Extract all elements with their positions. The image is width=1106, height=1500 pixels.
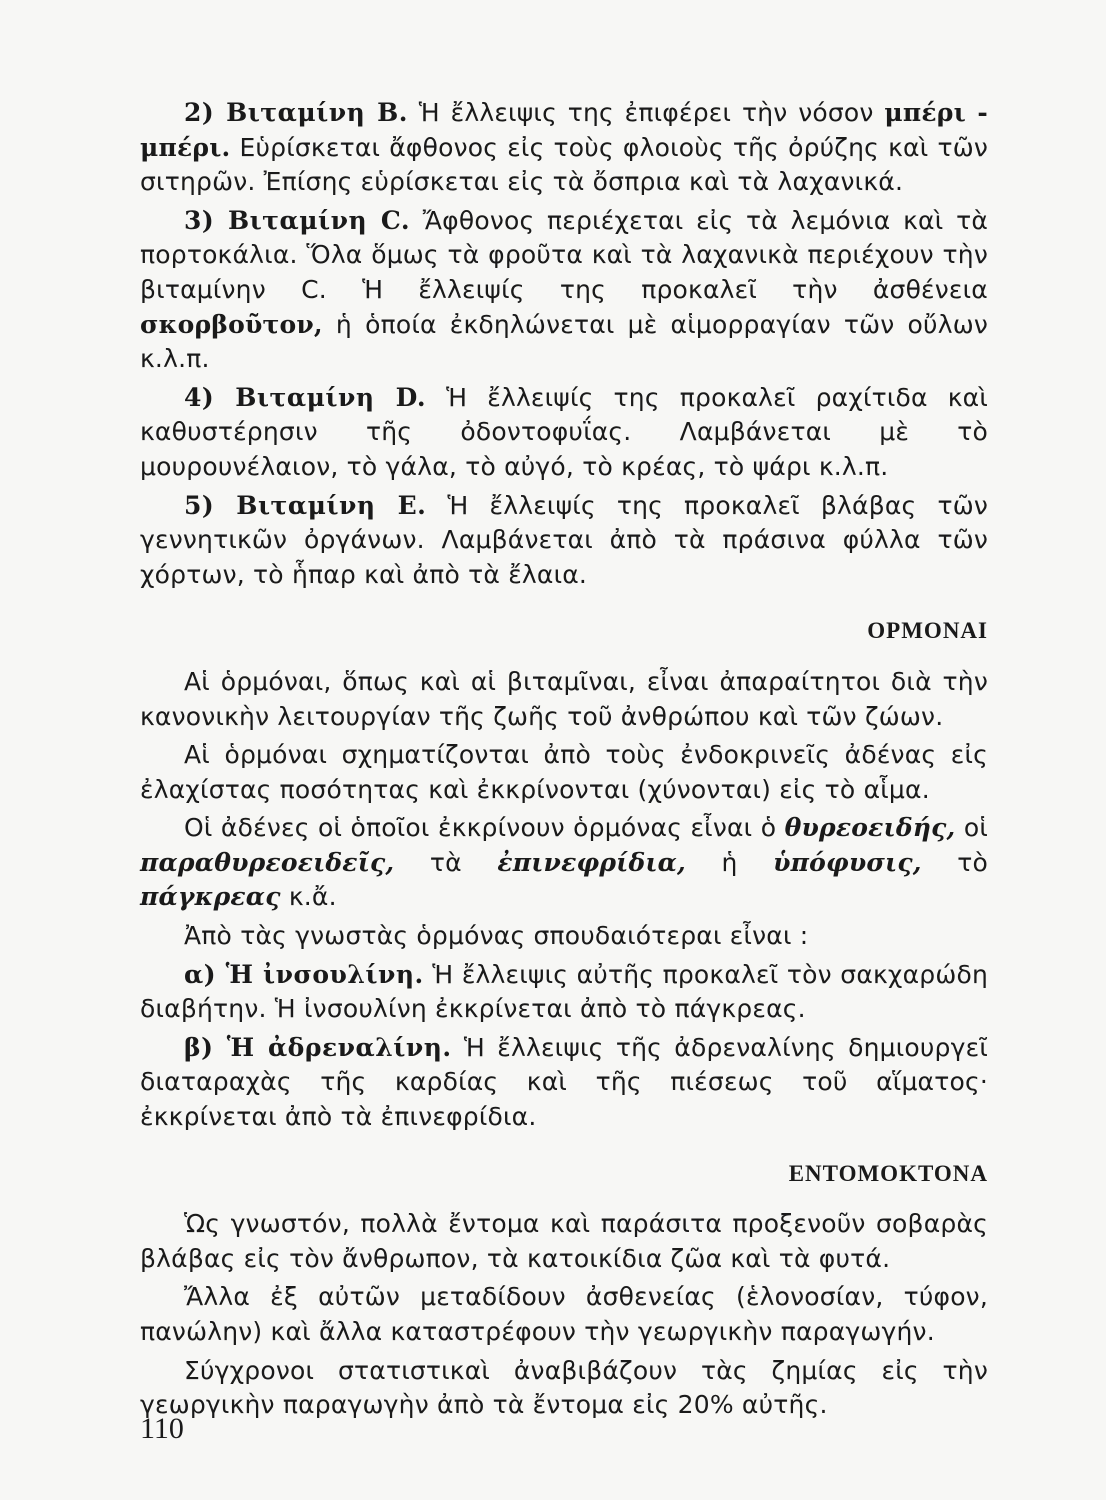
insulin-text: Ἡ ἔλλειψις αὐτῆς προκαλεῖ τὸν σακχαρώδη διαβήτην. Ἡ ἰνσουλίνη ἐκκρίνεται ἀπὸ τὸ πάγκρεας. <box>140 959 988 1024</box>
hormones-paragraph-3 <box>140 811 988 915</box>
p3-e: τὸ <box>921 847 988 877</box>
insecticides-paragraph-3: Σύγχρονοι στατιστικαὶ ἀναβιβάζουν τὰς ζημίας εἰς τὴν γεωργικὴν παραγωγὴν ἀπὸ τὰ ἔντομα εἰς 20% αὐτῆς. <box>140 1355 988 1420</box>
vitamin-d-text: Ἡ ἔλλειψίς της προκαλεῖ ραχίτιδα καὶ καθυστέρησιν τῆς ὀδοντοφυΐας. Λαμβάνεται μὲ τὸ μουρουνέλαιον, τὸ γάλα, τὸ αὐγό, τὸ κρέας, τὸ ψάρι κ.λ.π. <box>140 382 989 481</box>
vitamin-e-label: 5) Βιταμίνη E. <box>184 490 427 520</box>
vitamin-b-text-2: Εὑρίσκεται ἄφθονος εἰς τοὺς φλοιοὺς τῆς ὀρύζης καὶ τῶν σιτηρῶν. Ἐπίσης εὑρίσκεται εἰς τὰ ὄσπρια καὶ τὰ λαχανικά. <box>140 132 988 197</box>
p3-b: οἱ <box>955 813 988 843</box>
insulin-label: α) Ἡ ἰνσουλίνη. <box>184 959 424 989</box>
p3-a: Οἱ ἀδένες οἱ ὁποῖοι ἐκκρίνουν ὁρμόνας εἶναι ὁ <box>184 813 785 843</box>
p3-d: ἡ <box>685 847 774 877</box>
vitamin-e-text: Ἡ ἔλλειψίς της προκαλεῖ βλάβας τῶν γεννητικῶν ὀργάνων. Λαμβάνεται ἀπὸ τὰ πράσινα φύλλα τῶν χόρτων, τὸ ἧπαρ καὶ ἀπὸ τὰ ἔλαια. <box>140 490 988 589</box>
vitamin-c-text: Ἄφθονος περιέχεται εἰς τὰ λεμόνια καὶ τὰ πορτοκάλια. Ὅλα ὅμως τὰ φροῦτα καὶ τὰ λαχανικὰ περιέχουν τὴν βιταμίνην C. Ἡ ἔλλειψίς της προκαλεῖ τὴν ἀσθένεια <box>140 205 988 304</box>
vitamin-c-paragraph <box>140 204 988 377</box>
hormones-heading: ΟΡΜΟΝΑΙ <box>867 618 988 644</box>
vitamin-b-text: Ἡ ἔλλειψις της ἐπιφέρει τὴν νόσον <box>407 98 885 127</box>
insecticides-paragraph-1: Ὡς γνωστόν, πολλὰ ἔντομα καὶ παράσιτα προξενοῦν σοβαρὰς βλάβας εἰς τὸν ἄνθρωπον, τὰ κατοικίδια ζῶα καὶ τὰ φυτά. <box>140 1209 988 1273</box>
adrenaline-text: Ἡ ἔλλειψις τῆς ἀδρεναλίνης δημιουργεῖ διαταραχὰς τῆς καρδίας καὶ τῆς πιέσεως τοῦ αἵματος· ἐκκρίνεται ἀπὸ τὰ ἐπινεφρίδια. <box>140 1032 988 1132</box>
vitamin-d-paragraph <box>140 381 988 485</box>
insecticides-heading: ΕΝΤΟΜΟΚΤΟΝΑ <box>788 1160 988 1186</box>
p3-f: κ.ἄ. <box>280 882 337 912</box>
page-number: 110 <box>140 1412 184 1445</box>
adrenaline-paragraph <box>140 1031 988 1135</box>
vitamin-b-label: 2) Βιταμίνη B. <box>184 98 408 127</box>
insecticides-paragraph-2: Ἄλλα ἐξ αὐτῶν μεταδίδουν ἀσθενείας (ἑλονοσίαν, τύφον, πανώλην) καὶ ἄλλα καταστρέφουν τὴν γεωργικὴν παραγωγήν. <box>140 1282 988 1346</box>
hormones-paragraph-4: Ἀπὸ τὰς γνωστὰς ὁρμόνας σπουδαιότεραι εἶναι : <box>184 921 809 951</box>
beriberi-term: μπέρι - μπέρι. <box>140 98 989 162</box>
scurvy-term: σκορβοῦτον, <box>140 309 323 339</box>
pituitary-term: ὑπόφυσις, <box>773 847 922 877</box>
vitamin-d-label: 4) Βιταμίνη D. <box>184 382 427 412</box>
pancreas-term: πάγκρεας <box>140 882 281 912</box>
vitamin-c-text-2: ἡ ὁποία ἐκδηλώνεται μὲ αἱμορραγίαν τῶν οὔλων κ.λ.π. <box>140 309 988 374</box>
adrenaline-label: β) Ἡ ἀδρεναλίνη. <box>184 1032 452 1062</box>
hormones-paragraph-2: Αἱ ὁρμόναι σχηματίζονται ἀπὸ τοὺς ἐνδοκρινεῖς ἀδένας εἰς ἐλαχίστας ποσότητας καὶ ἐκκρίνονται (χύνονται) εἰς τὸ αἷμα. <box>140 740 988 804</box>
adrenal-term: ἐπινεφρίδια, <box>497 847 686 877</box>
vitamin-c-label: 3) Βιταμίνη C. <box>184 205 411 235</box>
thyroid-term: θυρεοειδής, <box>784 813 956 843</box>
vitamin-b-paragraph <box>140 96 988 200</box>
body-text <box>140 96 988 1427</box>
vitamin-e-paragraph <box>140 489 988 593</box>
hormones-paragraph-1: Αἱ ὁρμόναι, ὅπως καὶ αἱ βιταμῖναι, εἶναι ἀπαραίτητοι διὰ τὴν κανονικὴν λειτουργίαν τῆς ζωῆς τοῦ ἀνθρώπου καὶ τῶν ζώων. <box>140 666 988 731</box>
p3-c: τὰ <box>394 847 498 877</box>
parathyroid-term: παραθυρεοειδεῖς, <box>140 847 395 877</box>
insulin-paragraph <box>140 958 988 1027</box>
